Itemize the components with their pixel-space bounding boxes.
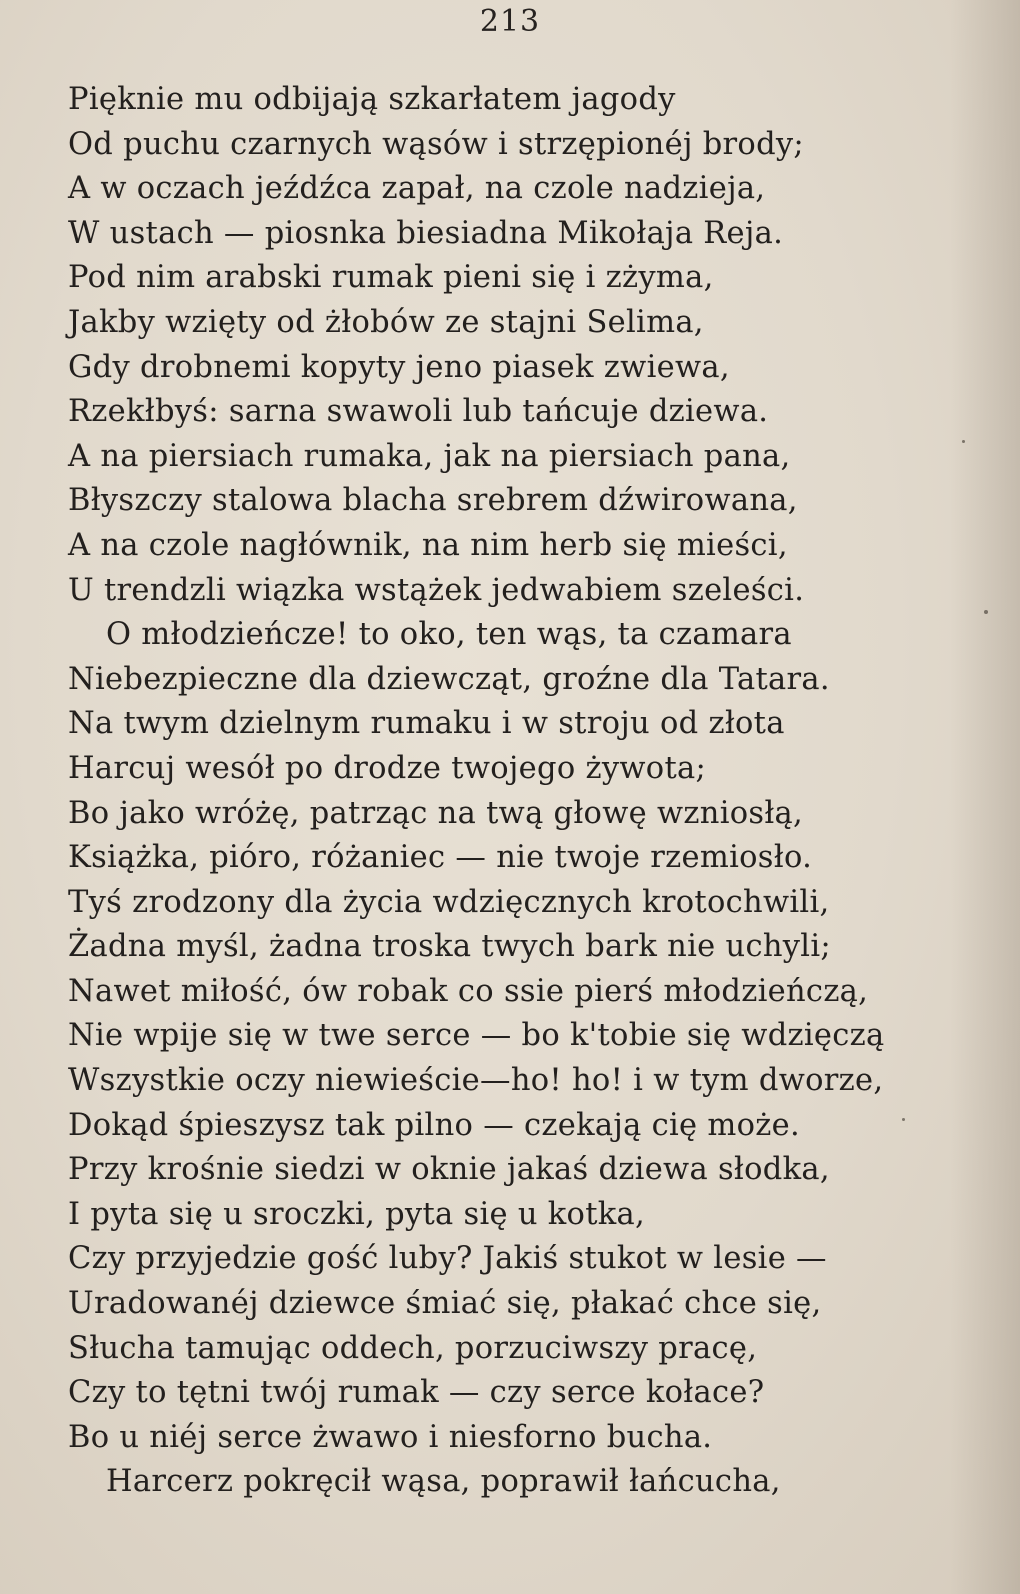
verse-line: Nie wpije się w twe serce — bo k'tobie się wdzięczą — [68, 1018, 885, 1054]
verse-line: O młodzieńcze! to oko, ten wąs, ta czamara — [106, 617, 792, 653]
verse-line: Słucha tamując oddech, porzuciwszy pracę, — [68, 1330, 758, 1366]
verse-line: Czy przyjedzie gość luby? Jakiś stukot w lesie — — [68, 1241, 827, 1277]
verse-line: Dokąd śpieszysz tak pilno — czekają cię może. — [68, 1107, 800, 1143]
verse-line: U trendzli wiązka wstążek jedwabiem szeleści. — [68, 572, 805, 608]
verse-line: A na czole nagłównik, na nim herb się mieści, — [68, 527, 788, 563]
page-number: 213 — [479, 4, 541, 39]
verse-line: Rzekłbyś: sarna swawoli lub tańcuje dziewa. — [68, 394, 769, 430]
verse-line: Przy krośnie siedzi w oknie jakaś dziewa słodka, — [68, 1152, 830, 1188]
verse-line: Na twym dzielnym rumaku i w stroju od złota — [68, 706, 785, 742]
verse-line: Harcuj wesół po drodze twojego żywota; — [68, 750, 707, 786]
verse-line: Bo jako wróżę, patrząc na twą głowę wzniosłą, — [68, 795, 804, 831]
verse-line: A w oczach jeźdźca zapał, na czole nadzieja, — [68, 171, 766, 207]
verse-line: Niebezpieczne dla dziewcząt, groźne dla Tatara. — [68, 661, 830, 697]
verse-line: Gdy drobnemi kopyty jeno piasek zwiewa, — [68, 349, 730, 385]
verse-line: Od puchu czarnych wąsów i strzępionéj brody; — [68, 126, 805, 162]
verse-line: Jakby wzięty od żłobów ze stajni Selima, — [68, 304, 704, 340]
verse-line: Harcerz pokręcił wąsa, poprawił łańcucha, — [106, 1464, 781, 1500]
verse-line: Uradowanéj dziewce śmiać się, płakać chce się, — [68, 1286, 822, 1322]
verse-line: Żadna myśl, żadna troska twych bark nie uchyli; — [68, 929, 831, 965]
verse-line: Błyszczy stalowa blacha srebrem dźwirowana, — [68, 483, 798, 519]
poem-text — [68, 78, 968, 1505]
verse-line: A na piersiach rumaka, jak na piersiach pana, — [68, 438, 791, 474]
verse-line: I pyta się u sroczki, pyta się u kotka, — [68, 1196, 646, 1232]
verse-line: Tyś zrodzony dla życia wdzięcznych krotochwili, — [68, 884, 830, 920]
verse-line: Pięknie mu odbijają szkarłatem jagody — [68, 82, 676, 117]
verse-line: W ustach — piosnka biesiadna Mikołaja Reja. — [68, 215, 784, 251]
verse-line: Książka, pióro, różaniec — nie twoje rzemiosło. — [68, 840, 813, 876]
verse-line: Pod nim arabski rumak pieni się i zżyma, — [68, 260, 714, 296]
verse-line: Nawet miłość, ów robak co ssie pierś młodzieńczą, — [68, 973, 869, 1009]
verse-line: Wszystkie oczy niewieście—ho! ho! i w tym dworze, — [68, 1063, 884, 1099]
verse-line: Czy to tętni twój rumak — czy serce kołace? — [68, 1375, 765, 1411]
paper-fleck — [962, 440, 965, 443]
verse-line: Bo u niéj serce żwawo i niesforno bucha. — [68, 1419, 713, 1455]
paper-fleck — [902, 1118, 905, 1121]
paper-fleck — [984, 610, 988, 614]
